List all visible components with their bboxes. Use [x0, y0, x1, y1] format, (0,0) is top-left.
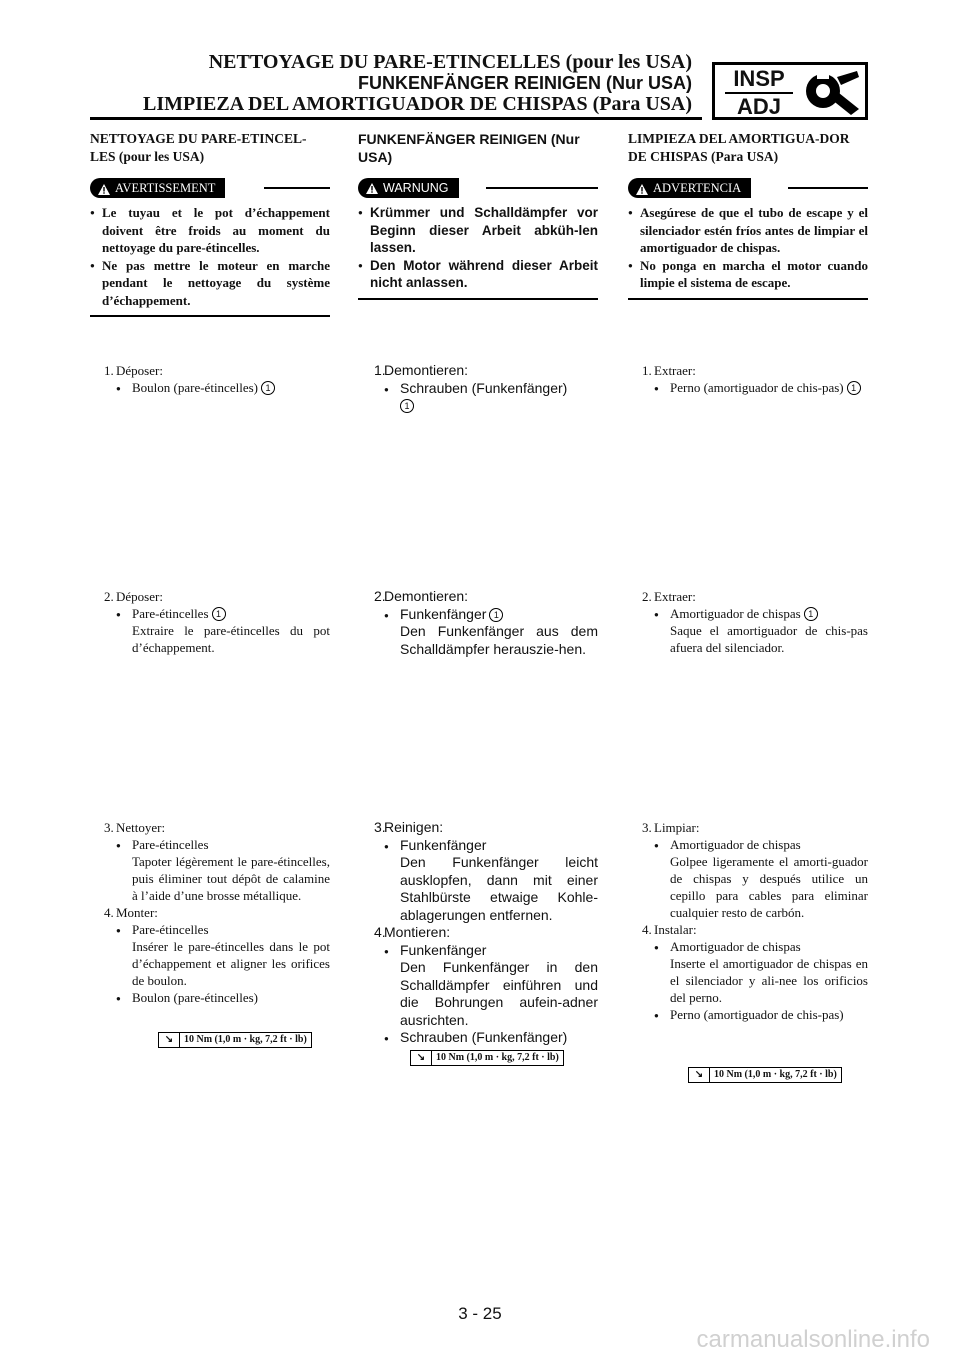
ref-callout: 1 [400, 399, 414, 413]
warning-icon [98, 184, 110, 195]
ref-callout: 1 [212, 607, 226, 621]
step-title: Instalar: [654, 922, 697, 937]
warning-header [90, 178, 330, 200]
badge-top-label: INSP [733, 66, 785, 91]
list-item: ● Boulon (pare-étincelles) [116, 989, 330, 1006]
warning-item: ● Krümmer und Schalldämpfer vor Beginn dieser Arbeit abküh-len lassen. [358, 204, 598, 257]
step-title: Demontieren: [384, 362, 469, 378]
ref-callout: 1 [489, 608, 503, 622]
step-2 [90, 588, 330, 656]
step-title: Extraer: [654, 589, 696, 604]
warning-end-rule [90, 315, 330, 317]
warning-item: ● Den Motor während dieser Arbeit nicht anlassen. [358, 257, 598, 292]
section-title: FUNKENFÄNGER REINIGEN (Nur USA) [358, 131, 580, 165]
torque-spec: ↘ 10 Nm (1,0 m · kg, 7,2 ft · lb) [158, 1032, 312, 1048]
list-item: ● Pare-étincelles Insérer le pare-étincelles dans le pot d’échappement et aligner les orifices de boulon. [116, 921, 330, 989]
step-number: 4. [104, 905, 114, 920]
list-item: ● Amortiguador de chispas Inserte el amortiguador de chispas en el silenciador y ali-nee los orificios del perno. [654, 938, 868, 1006]
step-number: 2. [104, 589, 114, 604]
list-item: ● Pare-étincelles Tapoter légèrement le pare-étincelles, puis éliminer tout dépôt de calamine à l’aide d’une brosse métallique. [116, 836, 330, 904]
step-number: 1. [374, 362, 386, 378]
section-title: LIMPIEZA DEL AMORTIGUA-DOR DE CHISPAS (Para USA) [628, 131, 850, 164]
header-title-de: FUNKENFÄNGER REINIGEN (Nur USA) [357, 73, 692, 93]
step-number: 4. [374, 924, 386, 940]
step-title: Demontieren: [384, 588, 469, 604]
step-1 [628, 362, 868, 396]
wrench-screwdriver-icon [801, 69, 859, 115]
warning-badge [358, 178, 459, 198]
warning-label: WARNUNG [383, 181, 449, 195]
step-title: Limpiar: [654, 820, 700, 835]
warning-icon [366, 183, 378, 194]
section-title: NETTOYAGE DU PARE-ETINCEL-LES (pour les USA) [90, 131, 307, 164]
list-item: ● Funkenfänger Den Funkenfänger in den Schalldämpfer einführen und die Bohrungen aufein-adner ausrichten. [384, 942, 598, 1030]
step-2 [358, 588, 598, 658]
warning-label: ADVERTENCIA [653, 181, 742, 195]
list-item: ● Boulon (pare-étincelles) 1 [116, 379, 330, 396]
page-header [143, 52, 692, 115]
step-3 [90, 819, 330, 1006]
list-item: ● Perno (amortiguador de chis-pas) [654, 1006, 868, 1023]
step-title: Déposer: [116, 589, 163, 604]
step-1 [358, 362, 598, 415]
column-french [90, 130, 330, 1045]
warning-item: ● Ne pas mettre le moteur en marche pendant le nettoyage du système d’échappement. [90, 257, 330, 310]
warning-item: ● No ponga en marcha el motor cuando limpie el sistema de escape. [628, 257, 868, 292]
step-number: 3. [642, 820, 652, 835]
list-item: ● Amortiguador de chispas Golpee ligeramente el amorti-guador de chispas y después utilice un cepillo para cables para eliminar cualquier resto de carbón. [654, 836, 868, 921]
warning-header [358, 178, 598, 200]
ref-callout: 1 [847, 381, 861, 395]
insp-adj-badge [712, 62, 868, 120]
list-item: ● Perno (amortiguador de chis-pas) 1 [654, 379, 868, 396]
step-number: 4. [642, 922, 652, 937]
badge-bottom-label: ADJ [736, 94, 781, 119]
warning-item: ● Asegúrese de que el tubo de escape y el silenciador estén fríos antes de limpiar el amortiguador de chispas. [628, 204, 868, 257]
list-item: ● Funkenfänger 1 Den Funkenfänger aus dem Schalldämpfer herauszie-hen. [384, 606, 598, 659]
step-title: Monter: [116, 905, 158, 920]
warning-list [628, 204, 868, 292]
warning-list [358, 204, 598, 292]
step-number: 2. [374, 588, 386, 604]
step-title: Déposer: [116, 363, 163, 378]
torque-wrench-icon: ↘ [411, 1051, 432, 1065]
ref-callout: 1 [261, 381, 275, 395]
warning-end-rule [628, 298, 868, 300]
header-title-fr: NETTOYAGE DU PARE-ETINCELLES (pour les USA) [208, 51, 692, 73]
page-number: 3 - 25 [458, 1304, 502, 1323]
column-german [358, 130, 598, 1063]
torque-wrench-icon: ↘ [159, 1033, 180, 1047]
step-3 [358, 819, 598, 1047]
step-title: Reinigen: [384, 819, 444, 835]
ref-callout: 1 [804, 607, 818, 621]
column-spanish [628, 130, 868, 1080]
step-number: 1. [642, 363, 652, 378]
list-item: ● Pare-étincelles 1 Extraire le pare-étincelles du pot d’échappement. [116, 605, 330, 656]
list-item: ● Funkenfänger Den Funkenfänger leicht ausklopfen, dann mit einer Stahlbürste etwaige Kohle-ablagerungen entfernen. [384, 837, 598, 925]
step-number: 2. [642, 589, 652, 604]
step-number: 3. [374, 819, 386, 835]
list-item: ● Schrauben (Funkenfänger) [384, 1029, 598, 1047]
torque-wrench-icon: ↘ [689, 1068, 710, 1082]
header-rule [90, 117, 702, 120]
step-title: Montieren: [384, 924, 451, 940]
step-2 [628, 588, 868, 656]
warning-list [90, 204, 330, 309]
header-title-es: LIMPIEZA DEL AMORTIGUADOR DE CHISPAS (Para USA) [143, 93, 692, 115]
step-title: Nettoyer: [116, 820, 166, 835]
warning-label: AVERTISSEMENT [115, 181, 216, 195]
list-item: ● Amortiguador de chispas 1 Saque el amortiguador de chis-pas afuera del silenciador. [654, 605, 868, 656]
warning-badge [90, 178, 225, 198]
warning-item: ● Le tuyau et le pot d’échappement doivent être froids au moment du nettoyage du pare-étincelles. [90, 204, 330, 257]
step-3 [628, 819, 868, 1023]
warning-icon [636, 184, 648, 195]
step-title: Extraer: [654, 363, 696, 378]
warning-header [628, 178, 868, 200]
list-item: ● Schrauben (Funkenfänger) 1 [384, 380, 598, 415]
torque-spec: ↘ 10 Nm (1,0 m · kg, 7,2 ft · lb) [410, 1050, 564, 1066]
footer-watermark: carmanualsonline.info [696, 1326, 930, 1353]
torque-spec: ↘ 10 Nm (1,0 m · kg, 7,2 ft · lb) [688, 1067, 842, 1083]
warning-end-rule [358, 298, 598, 300]
step-number: 3. [104, 820, 114, 835]
warning-badge [628, 178, 751, 198]
step-number: 1. [104, 363, 114, 378]
step-1 [90, 362, 330, 396]
